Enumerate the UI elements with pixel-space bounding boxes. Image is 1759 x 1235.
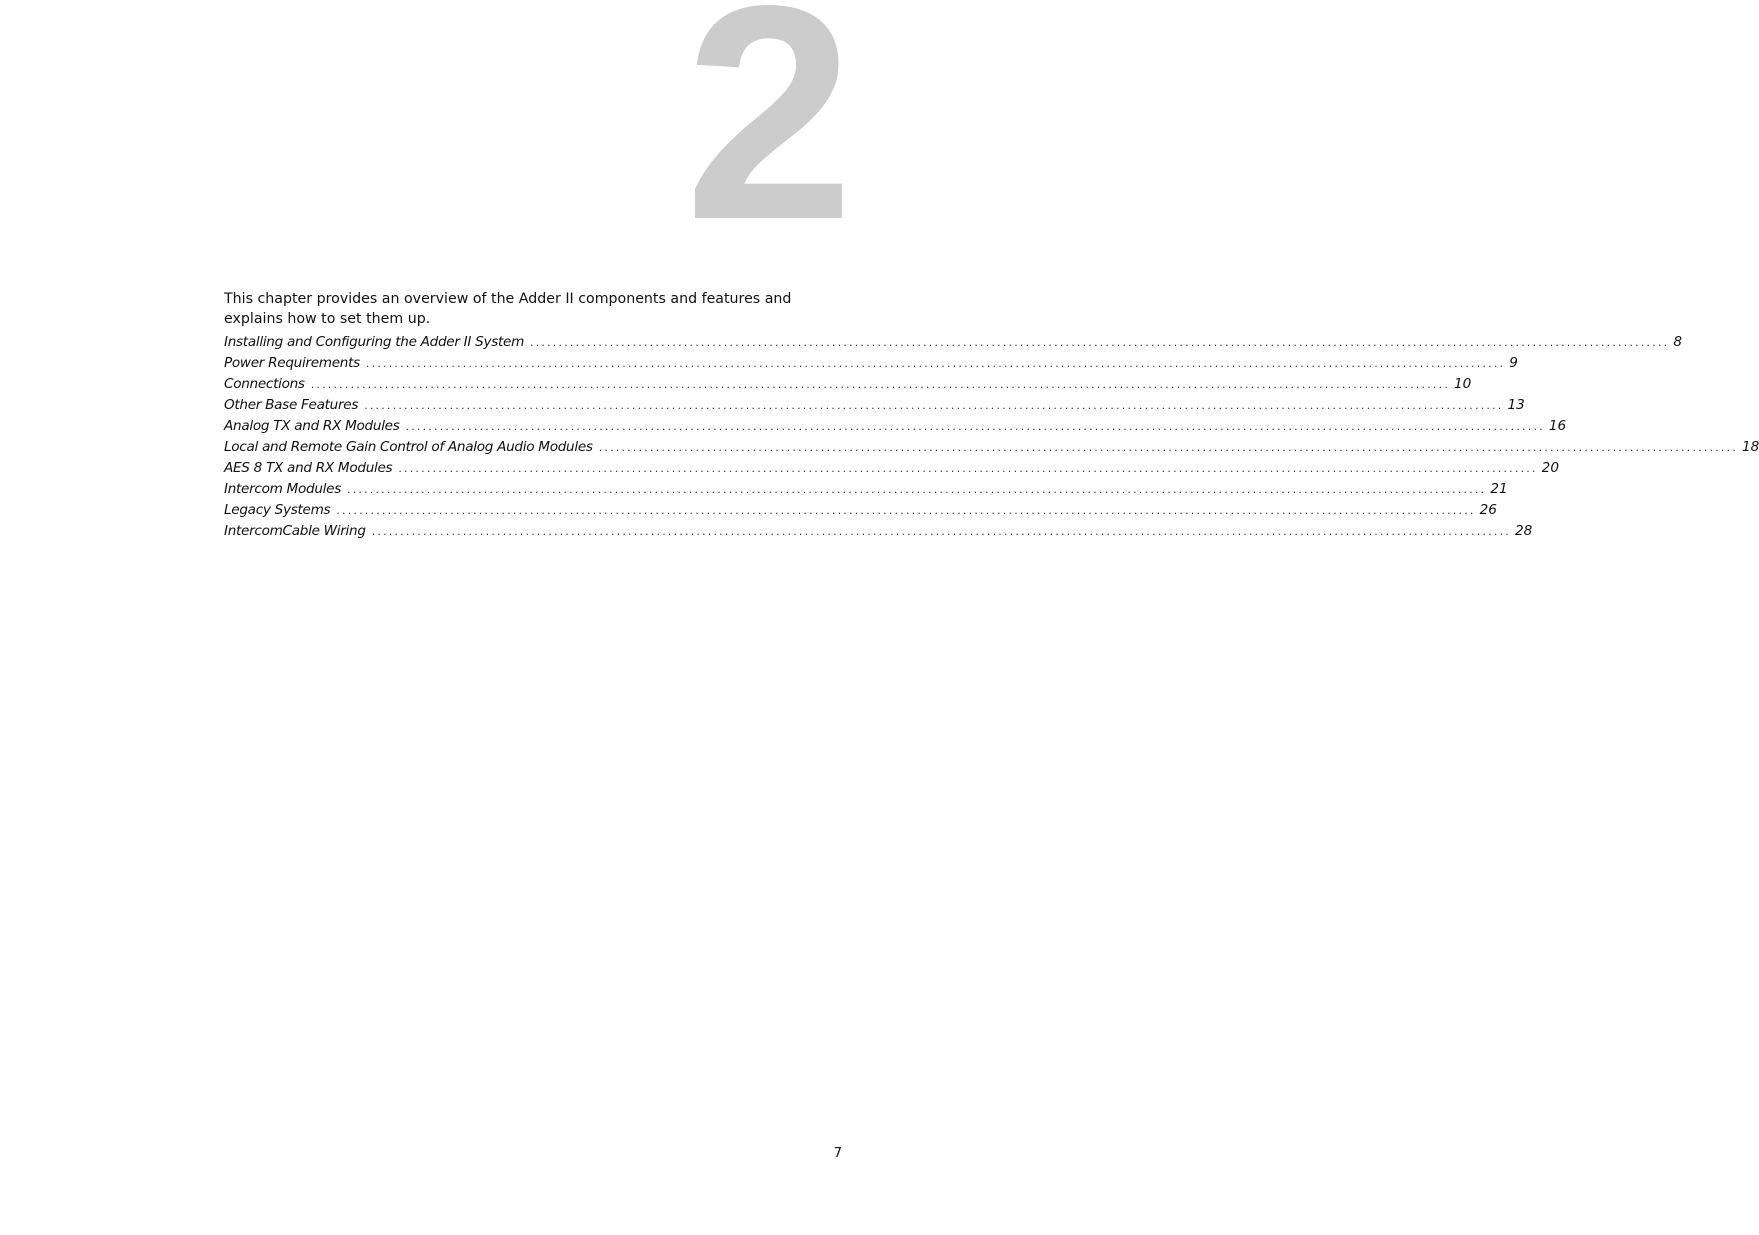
toc-entry-page: 8 — [1673, 334, 1682, 350]
chapter-intro: This chapter provides an overview of the Adder II components and features and explains how to set them up. — [224, 291, 792, 327]
toc-entry-page: 26 — [1479, 502, 1497, 518]
toc-leader-dots: ........................................................................................................................................................................................................ — [310, 378, 1451, 391]
chapter-number: 2 — [684, 0, 850, 283]
toc-leader-dots: ........................................................................................................................................................................................................ — [336, 504, 1476, 517]
table-of-contents — [224, 332, 1759, 542]
toc-entry-title: AES 8 TX and RX Modules — [224, 460, 393, 476]
toc-entry-title: Local and Remote Gain Control of Analog Audio Modules — [224, 439, 593, 455]
toc-entry-intercom-modules[interactable] — [224, 479, 1508, 500]
toc-leader-dots: ........................................................................................................................................................................................................ — [598, 441, 1739, 454]
toc-leader-dots: ........................................................................................................................................................................................................ — [346, 483, 1487, 496]
toc-entry-gain-control[interactable] — [224, 437, 1759, 458]
toc-entry-title: Other Base Features — [224, 397, 359, 413]
toc-entry-connections[interactable] — [224, 374, 1472, 395]
toc-leader-dots: ........................................................................................................................................................................................................ — [530, 336, 1670, 349]
toc-leader-dots: ........................................................................................................................................................................................................ — [364, 399, 1504, 412]
toc-leader-dots: ........................................................................................................................................................................................................ — [398, 462, 1538, 475]
toc-entry-page: 13 — [1507, 397, 1525, 413]
toc-entry-title: Legacy Systems — [224, 502, 331, 518]
toc-entry-title: Connections — [224, 376, 305, 392]
toc-entry-intercom-cable[interactable] — [224, 521, 1533, 542]
toc-entry-aes8-modules[interactable] — [224, 458, 1559, 479]
toc-entry-title: Analog TX and RX Modules — [224, 418, 400, 434]
toc-entry-title: Power Requirements — [224, 355, 360, 371]
toc-entry-page: 21 — [1490, 481, 1508, 497]
page-number: 7 — [833, 1146, 842, 1161]
toc-entry-page: 28 — [1515, 523, 1533, 539]
toc-entry-page: 9 — [1509, 355, 1518, 371]
toc-leader-dots: ........................................................................................................................................................................................................ — [405, 420, 1545, 433]
toc-leader-dots: ........................................................................................................................................................................................................ — [365, 357, 1506, 370]
toc-entry-installing[interactable] — [224, 332, 1682, 353]
toc-entry-power[interactable] — [224, 353, 1518, 374]
toc-entry-title: Installing and Configuring the Adder II System — [224, 334, 525, 350]
toc-entry-page: 16 — [1548, 418, 1567, 434]
toc-entry-page: 20 — [1541, 460, 1559, 476]
toc-entry-analog-modules[interactable] — [224, 416, 1567, 437]
toc-leader-dots: ........................................................................................................................................................................................................ — [371, 525, 1512, 538]
toc-entry-title: Intercom Modules — [224, 481, 341, 497]
toc-entry-title: IntercomCable Wiring — [224, 523, 366, 539]
toc-entry-page: 18 — [1742, 439, 1759, 455]
toc-entry-page: 10 — [1454, 376, 1472, 392]
toc-entry-other-base[interactable] — [224, 395, 1525, 416]
toc-entry-legacy-systems[interactable] — [224, 500, 1497, 521]
